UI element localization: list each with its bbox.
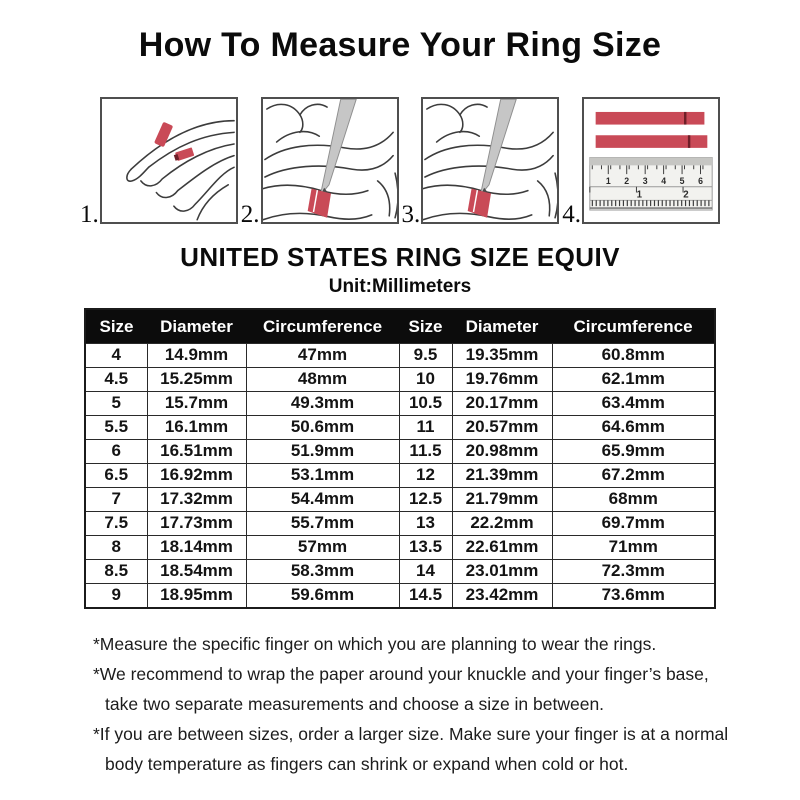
table-row (85, 488, 715, 512)
step-2 (240, 97, 399, 228)
col-header-diameter: Diameter (147, 309, 246, 344)
step-1 (80, 97, 238, 228)
table-row (85, 440, 715, 464)
circumference-cell: 71mm (552, 536, 715, 560)
size-cell: 13.5 (399, 536, 452, 560)
svg-text:1: 1 (636, 189, 643, 201)
note-line: *We recommend to wrap the paper around your knuckle and your finger’s base, (93, 664, 709, 684)
circumference-cell: 48mm (246, 368, 399, 392)
page-title: How To Measure Your Ring Size (138, 26, 662, 64)
footnotes (93, 629, 800, 779)
col-header-circumference: Circumference (552, 309, 715, 344)
step-4-number: 4. (562, 201, 581, 228)
col-header-diameter: Diameter (452, 309, 552, 344)
table-row (85, 416, 715, 440)
circumference-cell: 63.4mm (552, 392, 715, 416)
size-cell: 14 (399, 560, 452, 584)
note-line: take two separate measurements and choose a size in between. (105, 694, 605, 714)
circumference-cell: 69.7mm (552, 512, 715, 536)
circumference-cell: 65.9mm (552, 440, 715, 464)
pen-mark-illustration (423, 99, 557, 222)
col-header-circumference: Circumference (246, 309, 399, 344)
pen-mark-illustration (263, 99, 397, 222)
diameter-cell: 22.2mm (452, 512, 552, 536)
diameter-cell: 23.01mm (452, 560, 552, 584)
size-cell: 6.5 (85, 464, 147, 488)
steps-row (0, 97, 800, 228)
size-cell: 4 (85, 344, 147, 368)
diameter-cell: 21.39mm (452, 464, 552, 488)
circumference-cell: 50.6mm (246, 416, 399, 440)
table-row (85, 512, 715, 536)
note-line: body temperature as fingers can shrink or expand when cold or hot. (105, 754, 629, 774)
circumference-cell: 72.3mm (552, 560, 715, 584)
table-title: UNITED STATES RING SIZE EQUIV (180, 242, 620, 272)
size-cell: 8 (85, 536, 147, 560)
hand-wrap-illustration (102, 99, 236, 222)
step-4 (562, 97, 720, 228)
ruler (590, 158, 712, 210)
circumference-cell: 67.2mm (552, 464, 715, 488)
circumference-cell: 59.6mm (246, 584, 399, 609)
circumference-cell: 51.9mm (246, 440, 399, 464)
diameter-cell: 19.76mm (452, 368, 552, 392)
diameter-cell: 18.14mm (147, 536, 246, 560)
header-row (85, 309, 715, 344)
step-3-number: 3. (401, 201, 421, 228)
svg-text:4: 4 (661, 175, 667, 186)
svg-text:1: 1 (605, 175, 611, 186)
table-row (85, 368, 715, 392)
table-row (85, 560, 715, 584)
diameter-cell: 15.7mm (147, 392, 246, 416)
svg-text:2: 2 (624, 175, 630, 186)
diameter-cell: 20.17mm (452, 392, 552, 416)
size-cell: 8.5 (85, 560, 147, 584)
size-cell: 5 (85, 392, 147, 416)
size-cell: 12.5 (399, 488, 452, 512)
circumference-cell: 62.1mm (552, 368, 715, 392)
circumference-cell: 60.8mm (552, 344, 715, 368)
size-cell: 11.5 (399, 440, 452, 464)
diameter-cell: 18.95mm (147, 584, 246, 609)
red-strip-band (154, 122, 194, 161)
step-3 (401, 97, 560, 228)
circumference-cell: 73.6mm (552, 584, 715, 609)
diameter-cell: 16.51mm (147, 440, 246, 464)
diameter-cell: 20.57mm (452, 416, 552, 440)
diameter-cell: 15.25mm (147, 368, 246, 392)
size-cell: 5.5 (85, 416, 147, 440)
col-header-size: Size (399, 309, 452, 344)
step-2-panel (261, 97, 399, 224)
size-cell: 13 (399, 512, 452, 536)
svg-text:5: 5 (679, 175, 685, 186)
step-3-panel (421, 97, 559, 224)
svg-text:2: 2 (683, 189, 689, 201)
size-cell: 11 (399, 416, 452, 440)
step-4-panel (582, 97, 720, 224)
size-cell: 7.5 (85, 512, 147, 536)
paper-strips (596, 112, 708, 148)
diameter-cell: 17.73mm (147, 512, 246, 536)
pen-icon (481, 99, 517, 195)
size-cell: 10.5 (399, 392, 452, 416)
size-cell: 9.5 (399, 344, 452, 368)
svg-text:6: 6 (698, 175, 703, 186)
size-cell: 6 (85, 440, 147, 464)
size-cell: 7 (85, 488, 147, 512)
size-cell: 9 (85, 584, 147, 609)
diameter-cell: 16.1mm (147, 416, 246, 440)
table-row (85, 344, 715, 368)
ruler-measure-illustration (584, 99, 718, 222)
circumference-cell: 64.6mm (552, 416, 715, 440)
circumference-cell: 57mm (246, 536, 399, 560)
step-1-number: 1. (80, 201, 99, 228)
table-row (85, 392, 715, 416)
table-row (85, 536, 715, 560)
note-line: *If you are between sizes, order a larger size. Make sure your finger is at a normal (93, 724, 729, 744)
col-header-size: Size (85, 309, 147, 344)
circumference-cell: 54.4mm (246, 488, 399, 512)
ring-size-table (84, 308, 716, 609)
diameter-cell: 23.42mm (452, 584, 552, 609)
diameter-cell: 18.54mm (147, 560, 246, 584)
circumference-cell: 58.3mm (246, 560, 399, 584)
size-cell: 4.5 (85, 368, 147, 392)
table-row (85, 464, 715, 488)
size-cell: 12 (399, 464, 452, 488)
diameter-cell: 21.79mm (452, 488, 552, 512)
svg-text:3: 3 (642, 175, 648, 186)
size-cell: 10 (399, 368, 452, 392)
diameter-cell: 19.35mm (452, 344, 552, 368)
note-line: *Measure the specific finger on which you are planning to wear the rings. (93, 634, 657, 654)
unit-label: Unit:Millimeters (328, 276, 472, 297)
step-1-panel (100, 97, 238, 224)
circumference-cell: 68mm (552, 488, 715, 512)
size-cell: 14.5 (399, 584, 452, 609)
diameter-cell: 17.32mm (147, 488, 246, 512)
diameter-cell: 20.98mm (452, 440, 552, 464)
step-2-number: 2. (240, 201, 260, 228)
diameter-cell: 22.61mm (452, 536, 552, 560)
circumference-cell: 49.3mm (246, 392, 399, 416)
diameter-cell: 16.92mm (147, 464, 246, 488)
circumference-cell: 47mm (246, 344, 399, 368)
circumference-cell: 55.7mm (246, 512, 399, 536)
diameter-cell: 14.9mm (147, 344, 246, 368)
circumference-cell: 53.1mm (246, 464, 399, 488)
pen-icon (320, 99, 356, 195)
table-row (85, 584, 715, 609)
